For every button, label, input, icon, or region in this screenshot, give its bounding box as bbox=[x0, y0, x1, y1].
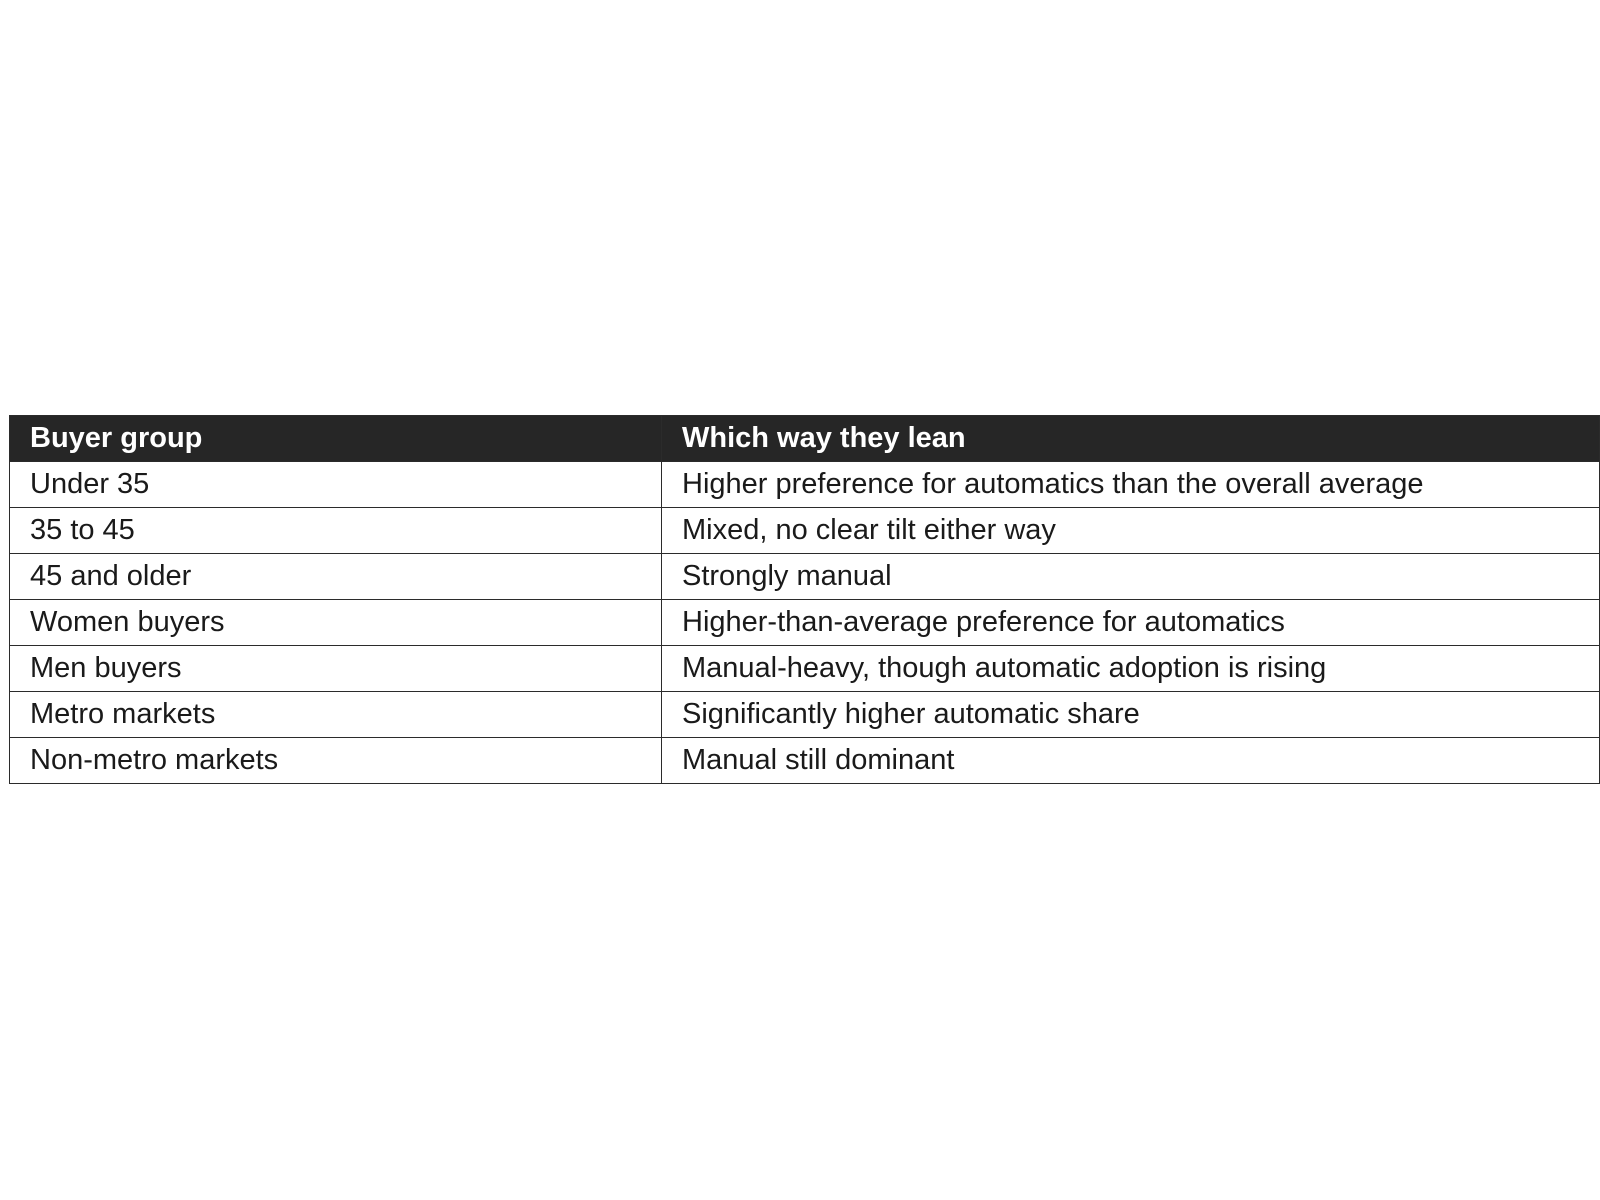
table-row bbox=[10, 600, 1600, 646]
column-header-buyer-group: Buyer group bbox=[10, 416, 662, 462]
table-row bbox=[10, 646, 1600, 692]
table-row bbox=[10, 462, 1600, 508]
table-row bbox=[10, 508, 1600, 554]
lean-cell: Strongly manual bbox=[662, 554, 1600, 600]
lean-cell: Mixed, no clear tilt either way bbox=[662, 508, 1600, 554]
table-header-row bbox=[10, 416, 1600, 462]
lean-cell: Manual-heavy, though automatic adoption is rising bbox=[662, 646, 1600, 692]
table-row bbox=[10, 738, 1600, 784]
table-row bbox=[10, 692, 1600, 738]
lean-cell: Manual still dominant bbox=[662, 738, 1600, 784]
buyer-group-cell: 45 and older bbox=[10, 554, 662, 600]
buyer-group-cell: Under 35 bbox=[10, 462, 662, 508]
lean-cell: Significantly higher automatic share bbox=[662, 692, 1600, 738]
buyer-group-cell: Non-metro markets bbox=[10, 738, 662, 784]
table-row bbox=[10, 554, 1600, 600]
buyer-group-cell: Metro markets bbox=[10, 692, 662, 738]
buyer-group-cell: Men buyers bbox=[10, 646, 662, 692]
buyer-group-cell: Women buyers bbox=[10, 600, 662, 646]
buyer-preference-table-container bbox=[9, 415, 1599, 784]
buyer-group-cell: 35 to 45 bbox=[10, 508, 662, 554]
lean-cell: Higher-than-average preference for automatics bbox=[662, 600, 1600, 646]
lean-cell: Higher preference for automatics than the overall average bbox=[662, 462, 1600, 508]
column-header-lean: Which way they lean bbox=[662, 416, 1600, 462]
buyer-preference-table bbox=[9, 415, 1600, 784]
